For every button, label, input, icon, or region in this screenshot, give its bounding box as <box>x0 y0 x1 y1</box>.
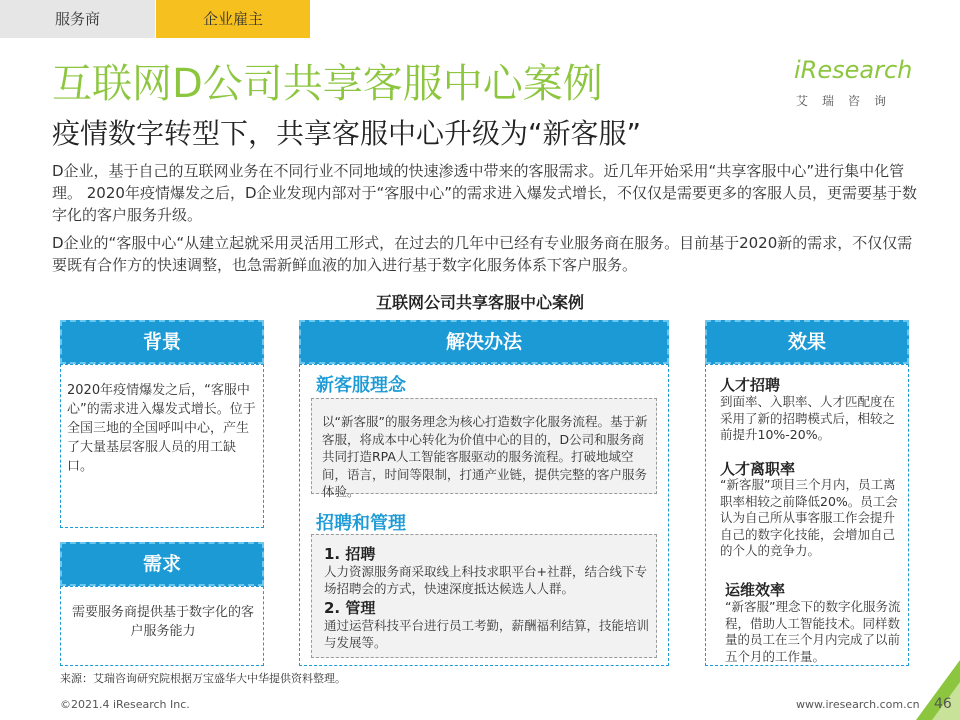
solution-section-recruit-box <box>311 534 657 658</box>
copyright: ©2021.4 iResearch Inc. <box>60 698 190 711</box>
solution-section-new-service-title: 新客服理念 <box>316 375 406 396</box>
manage-text: 通过运营科技平台进行员工考勤，薪酬福利结算，技能培训与发展等。 <box>324 618 650 650</box>
effect-turnover-heading: 人才离职率 <box>720 460 796 478</box>
recruit-subheading: 1. 招聘 <box>324 545 376 563</box>
effect-header: 效果 <box>705 320 909 364</box>
effect-recruit-text: 到面率、入职率、人才匹配度在采用了新的招聘模式后，相较之前提升10%-20%。 <box>720 394 896 442</box>
page-subtitle: 疫情数字转型下，共享客服中心升级为“新客服” <box>52 117 642 150</box>
need-header: 需求 <box>60 542 264 586</box>
logo-brand: iResearch <box>794 56 913 84</box>
solution-section-recruit-title: 招聘和管理 <box>316 513 406 534</box>
recruit-text: 人力资源服务商采取线上科技求职平台+社群，结合线下专场招聘会的方式，快速深度抵达候选人人群。 <box>324 564 647 596</box>
tab-service-provider[interactable]: 服务商 <box>0 0 155 38</box>
source-note: 来源：艾瑞咨询研究院根据万宝盛华大中华提供资料整理。 <box>60 672 346 685</box>
effect-efficiency-heading: 运维效率 <box>725 581 786 599</box>
solution-header: 解决办法 <box>299 320 669 364</box>
effect-recruit-heading: 人才招聘 <box>720 376 781 394</box>
intro-paragraph-2: D企业的“客服中心“从建立起就采用灵活用工形式，在过去的几年中已经有专业服务商在服务。目前基于2020新的需求，不仅仅需要既有合作方的快速调整，也急需新鲜血液的加入进行基于数字化服务体系下客户服务。 <box>52 234 913 274</box>
need-box <box>60 586 264 666</box>
website-link[interactable]: www.iresearch.com.cn <box>796 698 920 711</box>
background-header: 背景 <box>60 320 264 364</box>
solution-section-new-service-box <box>311 398 657 499</box>
page-number: 46 <box>934 696 952 712</box>
logo-sub: 艾瑞咨询 <box>796 94 901 108</box>
intro-paragraph-1: D企业，基于自己的互联网业务在不同行业不同地域的快速渗透中带来的客服需求。近几年开始采用“共享客服中心”进行集中化管理。 2020年疫情爆发之后，D企业发现内部对于“客服中心”的需求进入爆发式增长，不仅仅是需要更多的客服人员，更需要基于数字化的客户服务升级。 <box>52 162 918 224</box>
tab-enterprise-employer[interactable]: 企业雇主 <box>156 0 310 38</box>
need-text: 需要服务商提供基于数字化的客户服务能力 <box>71 605 254 639</box>
iresearch-logo <box>790 56 920 110</box>
background-text: 2020年疫情爆发之后，“客服中心”的需求进入爆发式增长。位于全国三地的全国呼叫中心，产生了大量基层客服人员的用工缺口。 <box>67 383 256 474</box>
page-title: 互联网D公司共享客服中心案例 <box>52 61 603 107</box>
effect-efficiency-text: “新客服”理念下的数字化服务流程，借助人工智能技术。同样数量的员工在三个月内完成了以前五个月的工作量。 <box>725 599 901 664</box>
manage-subheading: 2. 管理 <box>324 599 376 617</box>
solution-section-new-service-text: 以“新客服”的服务理念为核心打造数字化服务流程。基于新客服，将成本中心转化为价值中心的目的，D公司和服务商共同打造RPA人工智能客服驱动的服务流程。打破地域空间，语言，时间等限制，打通产业链，提供完整的客户服务体验。 <box>322 414 648 499</box>
background-box <box>60 364 264 528</box>
effect-turnover-text: “新客服”项目三个月内，员工离职率相较之前降低20%。员工会认为自己所从事客服工作会提升自己的数字化技能，会增加自己的个人的竞争力。 <box>720 477 898 558</box>
diagram-title: 互联网公司共享客服中心案例 <box>375 293 584 312</box>
